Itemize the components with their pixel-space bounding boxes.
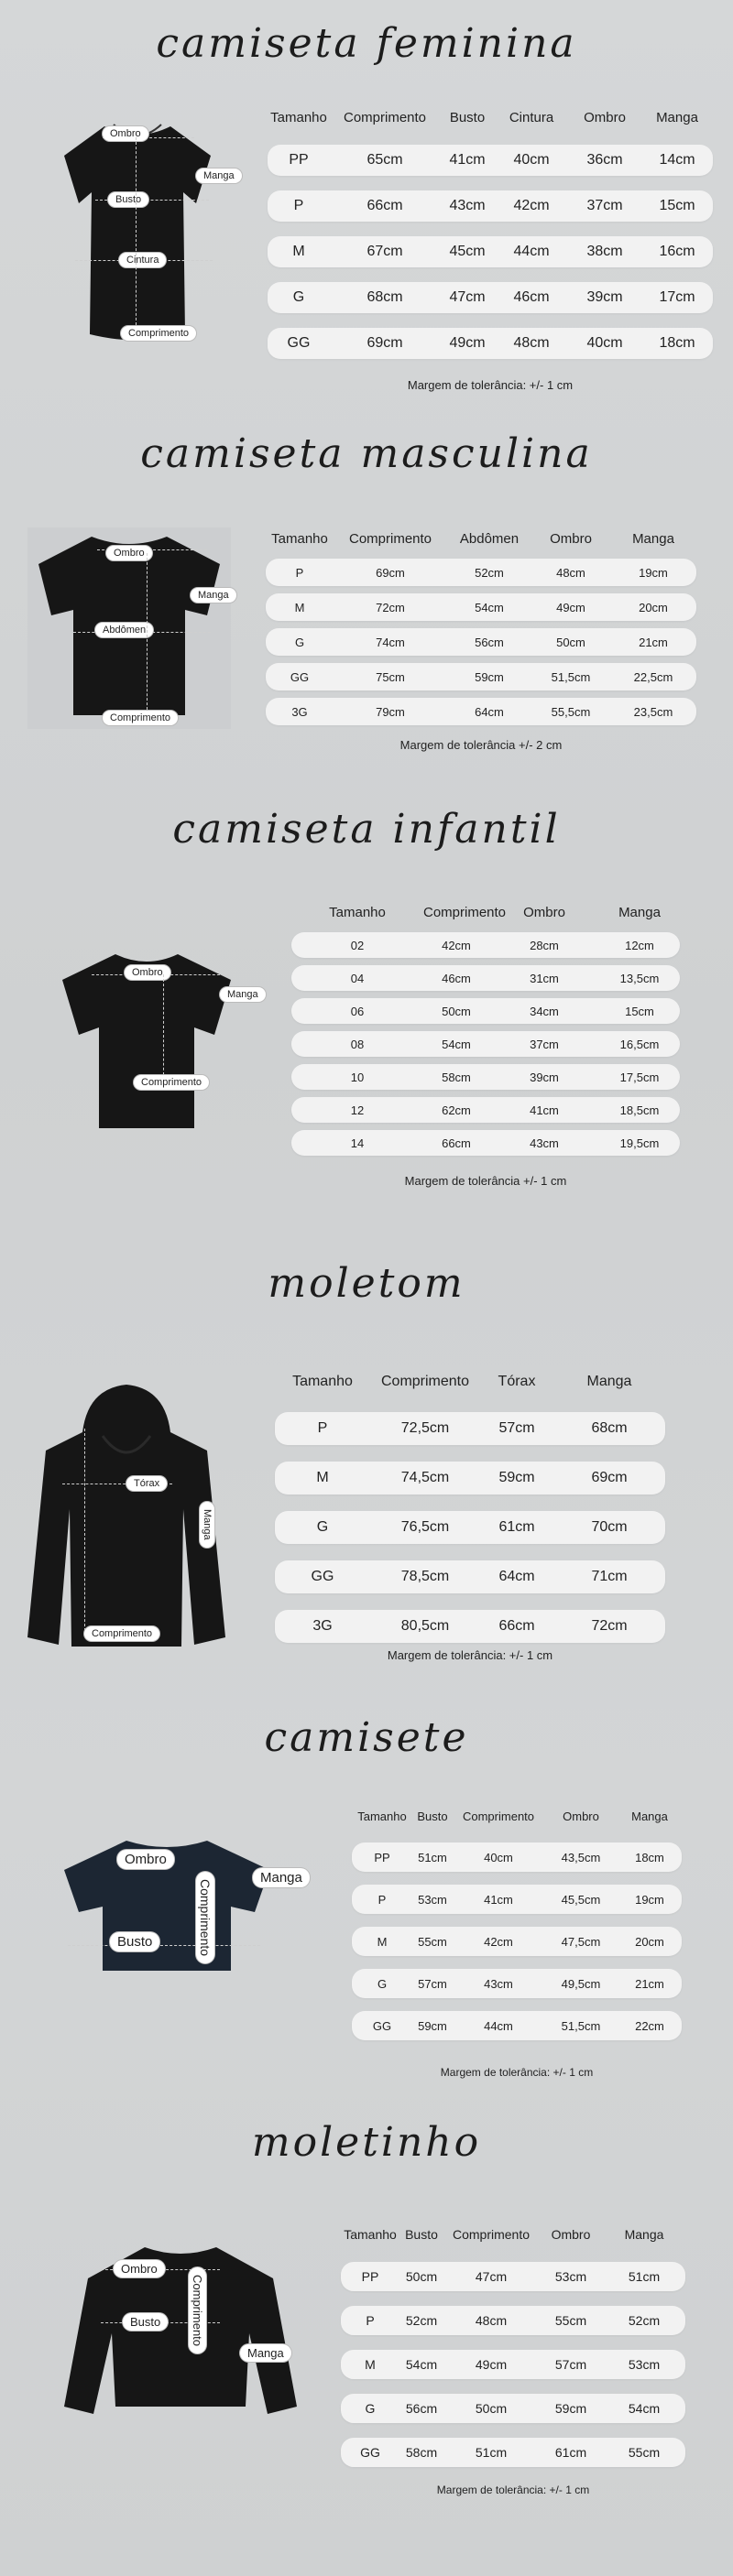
table-cell: G: [377, 1976, 388, 1991]
table-cell: 72cm: [376, 600, 405, 614]
table-cell: 15cm: [659, 198, 695, 213]
tolerance-note: Margem de tolerância +/- 1 cm: [404, 1174, 567, 1188]
table-cell: 68cm: [591, 1420, 628, 1436]
table-cell: 64cm: [498, 1569, 535, 1584]
table-row: [341, 2262, 685, 2291]
table-cell: 40cm: [513, 152, 550, 168]
table-cell: GG: [287, 335, 311, 351]
table-cell: 76,5cm: [400, 1519, 450, 1535]
table-cell: 22,5cm: [633, 669, 673, 684]
size-table-moletinho: [341, 2227, 685, 2467]
label-ombro: Ombro: [125, 965, 170, 980]
table-cell: 22cm: [635, 2018, 664, 2033]
label-manga: Manga: [220, 987, 266, 1002]
table-cell: 57cm: [554, 2357, 587, 2372]
table-cell: GG: [360, 2445, 380, 2460]
table-cell: 41cm: [530, 1103, 559, 1117]
table-cell: 49cm: [449, 335, 486, 351]
comprimento-line: [147, 553, 148, 714]
table-row: [266, 698, 696, 725]
table-cell: 46cm: [513, 289, 550, 305]
table-cell: 21cm: [639, 635, 668, 649]
table-cell: 45cm: [449, 244, 486, 259]
label-comprimento: Comprimento: [196, 1872, 214, 1963]
label-torax: Tórax: [126, 1476, 167, 1491]
table-cell: 39cm: [586, 289, 623, 305]
tolerance-note: Margem de tolerância +/- 2 cm: [399, 738, 563, 752]
table-cell: 54cm: [628, 2401, 661, 2416]
table-cell: 59cm: [498, 1470, 535, 1485]
table-cell: 52cm: [405, 2313, 438, 2328]
table-row: [341, 2350, 685, 2379]
table-cell: 42cm: [513, 198, 550, 213]
table-cell: PP: [361, 2269, 379, 2284]
table-cell: 20cm: [639, 600, 668, 614]
table-row: [275, 1412, 665, 1445]
table-cell: 65cm: [366, 152, 403, 168]
table-cell: 10: [350, 1070, 365, 1084]
table-row: [275, 1462, 665, 1495]
size-table-masculina: [266, 531, 696, 725]
table-cell: 53cm: [554, 2269, 587, 2284]
label-comprimento: Comprimento: [134, 1075, 209, 1090]
table-row: [352, 2011, 682, 2040]
label-manga: Manga: [200, 1502, 214, 1548]
table-row: [268, 282, 713, 313]
table-cell: M: [294, 600, 305, 614]
table-cell: 37cm: [530, 1037, 559, 1051]
section-title-camisete: camisete: [264, 1714, 469, 1761]
table-row: [291, 932, 680, 958]
table-cell: 59cm: [475, 669, 504, 684]
table-row: [291, 1097, 680, 1123]
comprimento-line: [163, 974, 164, 1084]
table-row: [352, 1927, 682, 1956]
table-cell: 3G: [312, 1618, 333, 1634]
table-cell: PP: [374, 1850, 390, 1864]
table-cell: 49cm: [475, 2357, 508, 2372]
table-cell: 55cm: [554, 2313, 587, 2328]
table-cell: 40cm: [484, 1850, 513, 1864]
section-title-infantil: camiseta infantil: [172, 806, 561, 853]
table-cell: 56cm: [475, 635, 504, 649]
table-cell: 72cm: [591, 1618, 628, 1634]
table-cell: G: [294, 635, 305, 649]
label-manga: Manga: [196, 168, 242, 183]
table-cell: 45,5cm: [561, 1892, 601, 1907]
table-cell: 38cm: [586, 244, 623, 259]
table-cell: 49cm: [556, 600, 585, 614]
label-comprimento: Comprimento: [103, 711, 178, 725]
shirt-feminina-illustration: [57, 119, 218, 348]
table-row: [291, 998, 680, 1024]
table-cell: 54cm: [475, 600, 504, 614]
table-row: [352, 1842, 682, 1872]
table-cell: 54cm: [405, 2357, 438, 2372]
label-busto: Busto: [123, 2313, 168, 2331]
table-cell: 13,5cm: [619, 971, 660, 985]
table-row: [268, 328, 713, 359]
table-row: [352, 1885, 682, 1914]
table-cell: 61cm: [554, 2445, 587, 2460]
table-cell: 67cm: [366, 244, 403, 259]
label-comprimento: Comprimento: [121, 326, 196, 341]
table-cell: 68cm: [366, 289, 403, 305]
label-manga: Manga: [191, 588, 236, 603]
table-row: [266, 663, 696, 690]
table-cell: P: [366, 2313, 375, 2328]
table-cell: 04: [350, 971, 365, 985]
label-cintura: Cintura: [119, 253, 166, 267]
section-title-feminina: camiseta feminina: [156, 20, 577, 67]
table-cell: 42cm: [442, 938, 471, 952]
table-cell: 17,5cm: [619, 1070, 660, 1084]
size-table-infantil: [291, 905, 680, 1156]
table-cell: 14cm: [659, 152, 695, 168]
table-cell: 74,5cm: [400, 1470, 450, 1485]
table-cell: 46cm: [442, 971, 471, 985]
table-cell: 72,5cm: [400, 1420, 450, 1436]
table-cell: 51cm: [418, 1850, 447, 1864]
table-cell: 02: [350, 938, 365, 952]
table-row: [291, 1031, 680, 1057]
table-cell: M: [292, 244, 305, 259]
table-cell: 20cm: [635, 1934, 664, 1949]
table-row: [266, 593, 696, 621]
table-cell: 51,5cm: [551, 669, 591, 684]
table-cell: P: [293, 198, 304, 213]
table-row: [352, 1969, 682, 1998]
section-title-moletom: moletom: [268, 1260, 465, 1307]
table-cell: 49,5cm: [561, 1976, 601, 1991]
table-cell: M: [365, 2357, 376, 2372]
table-cell: 51cm: [475, 2445, 508, 2460]
table-cell: 48cm: [556, 565, 585, 580]
table-cell: 44cm: [513, 244, 550, 259]
label-busto: Busto: [110, 1932, 159, 1951]
label-busto: Busto: [108, 192, 148, 207]
table-cell: 19cm: [639, 565, 668, 580]
tolerance-note: Margem de tolerância: +/- 1 cm: [407, 378, 574, 392]
table-row: [341, 2438, 685, 2467]
table-cell: 15cm: [625, 1004, 654, 1018]
table-cell: 54cm: [442, 1037, 471, 1051]
tolerance-note: Margem de tolerância: +/- 1 cm: [440, 2066, 594, 2079]
table-header: Tamanho Comprimento Ombro Manga: [329, 905, 661, 920]
table-cell: 58cm: [405, 2445, 438, 2460]
table-cell: 61cm: [498, 1519, 535, 1535]
table-row: [268, 145, 713, 176]
table-cell: 79cm: [376, 704, 405, 719]
size-table-moletom: [275, 1374, 665, 1643]
table-cell: 31cm: [530, 971, 559, 985]
table-cell: 50cm: [556, 635, 585, 649]
size-table-feminina: [268, 110, 713, 359]
label-ombro: Ombro: [114, 2260, 165, 2277]
table-cell: 42cm: [484, 1934, 513, 1949]
table-cell: 06: [350, 1004, 365, 1018]
table-cell: 40cm: [586, 335, 623, 351]
table-cell: 66cm: [498, 1618, 535, 1634]
table-cell: 3G: [291, 704, 308, 719]
table-row: [291, 1064, 680, 1090]
section-title-masculina: camiseta masculina: [140, 430, 593, 477]
table-cell: 52cm: [475, 565, 504, 580]
table-row: [275, 1511, 665, 1544]
table-cell: G: [365, 2401, 376, 2416]
table-cell: 69cm: [376, 565, 405, 580]
table-header: Tamanho Busto Comprimento Ombro Manga: [344, 2227, 664, 2242]
table-cell: 18cm: [659, 335, 695, 351]
label-ombro: Ombro: [117, 1850, 174, 1869]
table-cell: 28cm: [530, 938, 559, 952]
table-cell: 80,5cm: [400, 1618, 450, 1634]
table-row: [268, 236, 713, 267]
table-cell: 71cm: [591, 1569, 628, 1584]
table-cell: GG: [311, 1569, 334, 1584]
table-header: Tamanho Comprimento Busto Cintura Ombro Manga: [270, 110, 698, 125]
table-cell: 55cm: [418, 1934, 447, 1949]
table-row: [291, 1130, 680, 1156]
table-cell: 51,5cm: [561, 2018, 601, 2033]
comprimento-line: [136, 137, 137, 330]
table-cell: 74cm: [376, 635, 405, 649]
table-row: [275, 1610, 665, 1643]
table-cell: M: [316, 1470, 329, 1485]
label-comprimento: Comprimento: [84, 1626, 159, 1641]
table-cell: G: [292, 289, 305, 305]
section-title-moletinho: moletinho: [251, 2119, 482, 2166]
table-cell: 23,5cm: [633, 704, 673, 719]
table-cell: 51cm: [628, 2269, 661, 2284]
table-cell: GG: [372, 2018, 392, 2033]
table-cell: 50cm: [442, 1004, 471, 1018]
tolerance-note: Margem de tolerância: +/- 1 cm: [436, 2484, 590, 2496]
table-cell: 48cm: [513, 335, 550, 351]
table-cell: 47cm: [449, 289, 486, 305]
table-cell: 34cm: [530, 1004, 559, 1018]
table-cell: G: [316, 1519, 329, 1535]
table-cell: 37cm: [586, 198, 623, 213]
label-manga: Manga: [253, 1868, 310, 1887]
table-cell: 78,5cm: [400, 1569, 450, 1584]
label-comprimento: Comprimento: [189, 2267, 206, 2353]
table-row: [291, 965, 680, 991]
table-cell: 59cm: [418, 2018, 447, 2033]
comprimento-line: [84, 1429, 85, 1636]
table-cell: M: [377, 1934, 388, 1949]
table-header: Tamanho Comprimento Abdômen Ombro Manga: [271, 531, 674, 547]
table-cell: 48cm: [475, 2313, 508, 2328]
table-cell: 43cm: [484, 1976, 513, 1991]
table-cell: GG: [290, 669, 310, 684]
table-cell: 55cm: [628, 2445, 661, 2460]
table-cell: 58cm: [442, 1070, 471, 1084]
table-cell: 17cm: [659, 289, 695, 305]
table-row: [275, 1560, 665, 1593]
table-cell: 16cm: [659, 244, 695, 259]
table-cell: 52cm: [628, 2313, 661, 2328]
label-ombro: Ombro: [106, 546, 152, 560]
label-abdomen: Abdômen: [95, 623, 153, 637]
table-cell: 59cm: [554, 2401, 587, 2416]
label-manga: Manga: [240, 2344, 291, 2362]
table-cell: 14: [350, 1136, 365, 1150]
table-cell: 70cm: [591, 1519, 628, 1535]
label-ombro: Ombro: [103, 126, 148, 141]
table-cell: 66cm: [366, 198, 403, 213]
table-cell: 43cm: [530, 1136, 559, 1150]
table-cell: 18,5cm: [619, 1103, 660, 1117]
table-cell: 41cm: [449, 152, 486, 168]
busto-line: [68, 1945, 260, 1946]
table-cell: 56cm: [405, 2401, 438, 2416]
table-cell: 18cm: [635, 1850, 664, 1864]
table-cell: 19,5cm: [619, 1136, 660, 1150]
table-cell: 75cm: [376, 669, 405, 684]
table-cell: 50cm: [475, 2401, 508, 2416]
table-row: [341, 2394, 685, 2423]
table-cell: 47cm: [475, 2269, 508, 2284]
table-cell: 53cm: [628, 2357, 661, 2372]
table-cell: 53cm: [418, 1892, 447, 1907]
table-cell: P: [317, 1420, 328, 1436]
table-cell: 36cm: [586, 152, 623, 168]
table-row: [266, 559, 696, 586]
table-header: Tamanho Busto Comprimento Ombro Manga: [357, 1810, 668, 1823]
table-cell: 69cm: [591, 1470, 628, 1485]
table-cell: 41cm: [484, 1892, 513, 1907]
table-cell: 19cm: [635, 1892, 664, 1907]
table-cell: 43cm: [449, 198, 486, 213]
table-row: [266, 628, 696, 656]
table-cell: 21cm: [635, 1976, 664, 1991]
table-cell: P: [295, 565, 304, 580]
table-cell: 57cm: [498, 1420, 535, 1436]
table-cell: 66cm: [442, 1136, 471, 1150]
table-cell: 43,5cm: [561, 1850, 601, 1864]
table-cell: 47,5cm: [561, 1934, 601, 1949]
table-cell: 55,5cm: [551, 704, 591, 719]
table-cell: 44cm: [484, 2018, 513, 2033]
table-row: [341, 2306, 685, 2335]
table-header: Tamanho Comprimento Tórax Manga: [292, 1374, 632, 1389]
table-cell: PP: [289, 152, 309, 168]
tolerance-note: Margem de tolerância: +/- 1 cm: [387, 1648, 553, 1662]
table-cell: 39cm: [530, 1070, 559, 1084]
table-cell: 64cm: [475, 704, 504, 719]
size-table-camisete: [352, 1810, 682, 2040]
table-cell: 16,5cm: [619, 1037, 660, 1051]
table-cell: 57cm: [418, 1976, 447, 1991]
table-cell: 08: [350, 1037, 365, 1051]
table-cell: 50cm: [405, 2269, 438, 2284]
table-row: [268, 190, 713, 222]
table-cell: 62cm: [442, 1103, 471, 1117]
table-cell: 69cm: [366, 335, 403, 351]
table-cell: 12cm: [625, 938, 654, 952]
table-cell: 12: [350, 1103, 365, 1117]
table-cell: P: [377, 1892, 387, 1907]
